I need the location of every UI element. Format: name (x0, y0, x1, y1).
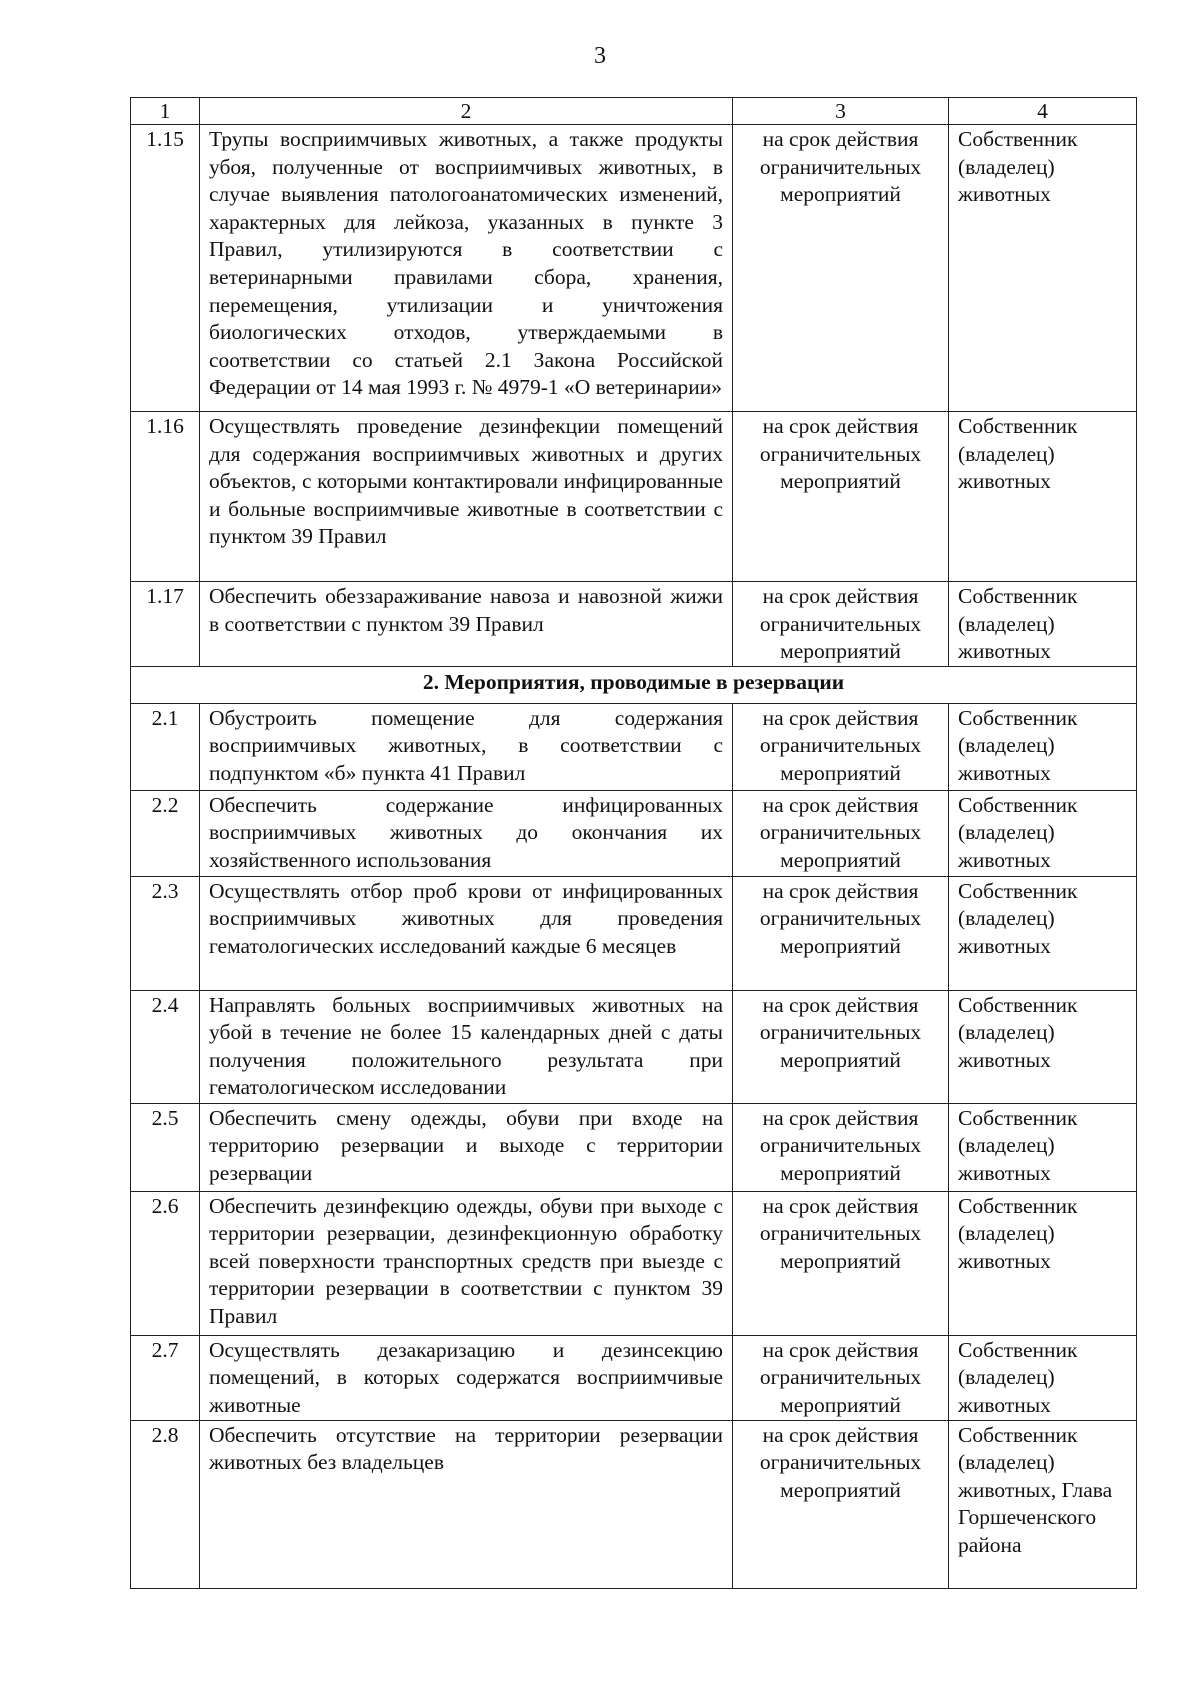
item-description: Осуществлять проведение дезинфекции помещений для содержания восприимчивых животных и других объектов, с которыми контактировали инфицированные и больные восприимчивые животные в соответствии с пунктом 39 Правил (200, 412, 733, 582)
item-term: на срок действия ограничительных мероприятий (733, 1420, 949, 1588)
page-number: 3 (594, 43, 606, 69)
item-responsible: Собственник (владелец) животных (949, 703, 1137, 790)
item-responsible: Собственник (владелец) животных (949, 1103, 1137, 1191)
table-row (131, 1191, 1137, 1335)
item-term: на срок действия ограничительных мероприятий (733, 990, 949, 1103)
table-row (131, 582, 1137, 667)
item-responsible: Собственник (владелец) животных (949, 790, 1137, 876)
item-term: на срок действия ограничительных мероприятий (733, 1191, 949, 1335)
header-col-2: 2 (200, 98, 733, 125)
item-term: на срок действия ограничительных мероприятий (733, 790, 949, 876)
table-row (131, 876, 1137, 990)
table-row (131, 1103, 1137, 1191)
item-responsible: Собственник (владелец) животных (949, 582, 1137, 667)
header-col-3: 3 (733, 98, 949, 125)
item-term: на срок действия ограничительных мероприятий (733, 412, 949, 582)
item-description: Трупы восприимчивых животных, а также продукты убоя, полученные от восприимчивых животных, в случае выявления патологоанатомических изменений, характерных для лейкоза, указанных в пункте 3 Правил, утилизируются в соответствии с ветеринарными правилами сбора, хранения, перемещения, утилизации и уничтожения биологических отходов, утверждаемыми в соответствии со статьей 2.1 Закона Российской Федерации от 14 мая 1993 г. № 4979-1 «О ветеринарии» (200, 125, 733, 412)
item-number: 2.3 (131, 876, 200, 990)
item-responsible: Собственник (владелец) животных (949, 876, 1137, 990)
table-row (131, 703, 1137, 790)
item-term: на срок действия ограничительных мероприятий (733, 582, 949, 667)
table-row (131, 1335, 1137, 1420)
item-responsible: Собственник (владелец) животных, Глава Горшеченского района (949, 1420, 1137, 1588)
item-number: 1.17 (131, 582, 200, 667)
table-row (131, 790, 1137, 876)
item-number: 2.1 (131, 703, 200, 790)
table-row (131, 1420, 1137, 1588)
item-description: Обеспечить обеззараживание навоза и навозной жижи в соответствии с пунктом 39 Правил (200, 582, 733, 667)
table-row (131, 412, 1137, 582)
item-term: на срок действия ограничительных мероприятий (733, 876, 949, 990)
item-description: Обеспечить смену одежды, обуви при входе на территорию резервации и выходе с территории резервации (200, 1103, 733, 1191)
item-description: Обеспечить содержание инфицированных восприимчивых животных до окончания их хозяйственного использования (200, 790, 733, 876)
item-number: 2.2 (131, 790, 200, 876)
item-responsible: Собственник (владелец) животных (949, 412, 1137, 582)
item-number: 1.16 (131, 412, 200, 582)
item-description: Направлять больных восприимчивых животных на убой в течение не более 15 календарных дней с даты получения положительного результата при гематологическом исследовании (200, 990, 733, 1103)
item-responsible: Собственник (владелец) животных (949, 990, 1137, 1103)
item-term: на срок действия ограничительных мероприятий (733, 1103, 949, 1191)
measures-table (130, 97, 1137, 1589)
item-term: на срок действия ограничительных мероприятий (733, 703, 949, 790)
item-term: на срок действия ограничительных мероприятий (733, 1335, 949, 1420)
item-responsible: Собственник (владелец) животных (949, 1191, 1137, 1335)
header-col-4: 4 (949, 98, 1137, 125)
item-number: 2.7 (131, 1335, 200, 1420)
item-number: 2.5 (131, 1103, 200, 1191)
table-row (131, 990, 1137, 1103)
item-description: Обустроить помещение для содержания восприимчивых животных, в соответствии с подпунктом «б» пункта 41 Правил (200, 703, 733, 790)
header-col-1: 1 (131, 98, 200, 125)
item-description: Обеспечить отсутствие на территории резервации животных без владельцев (200, 1420, 733, 1588)
table-header-row (131, 98, 1137, 125)
item-number: 2.6 (131, 1191, 200, 1335)
item-description: Обеспечить дезинфекцию одежды, обуви при выходе с территории резервации, дезинфекционную обработку всей поверхности транспортных средств при выезде с территории резервации в соответствии с пунктом 39 Правил (200, 1191, 733, 1335)
item-number: 2.4 (131, 990, 200, 1103)
item-description: Осуществлять отбор проб крови от инфицированных восприимчивых животных для проведения гематологических исследований каждые 6 месяцев (200, 876, 733, 990)
table-row (131, 125, 1137, 412)
item-description: Осуществлять дезакаризацию и дезинсекцию помещений, в которых содержатся восприимчивые животные (200, 1335, 733, 1420)
section-header-row (131, 667, 1137, 704)
section-title: 2. Мероприятия, проводимые в резервации (131, 667, 1137, 704)
item-number: 1.15 (131, 125, 200, 412)
item-responsible: Собственник (владелец) животных (949, 1335, 1137, 1420)
item-term: на срок действия ограничительных мероприятий (733, 125, 949, 412)
item-number: 2.8 (131, 1420, 200, 1588)
item-responsible: Собственник (владелец) животных (949, 125, 1137, 412)
